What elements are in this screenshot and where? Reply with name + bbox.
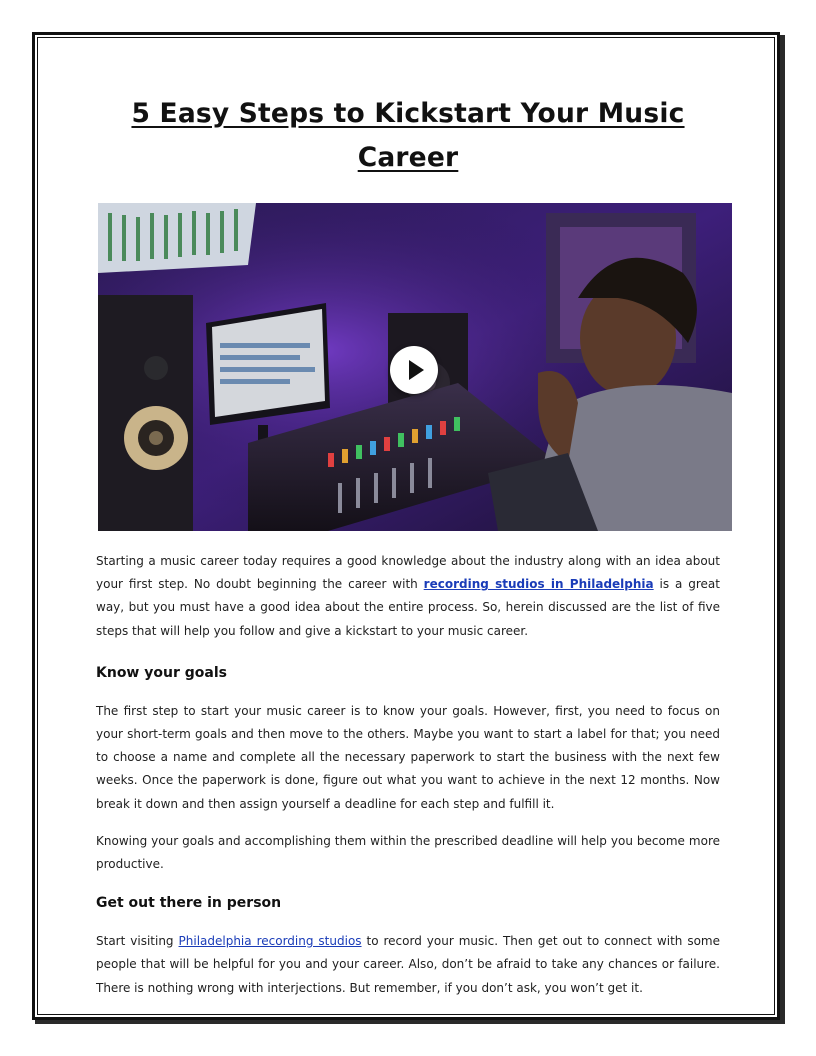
heading-get-out-there: Get out there in person (96, 895, 282, 912)
philadelphia-studios-link[interactable]: Philadelphia recording studios (178, 934, 362, 949)
hero-video[interactable] (98, 203, 732, 531)
goals-paragraph-2: Knowing your goals and accomplishing them within the prescribed deadline will help you become more productive. (96, 833, 720, 872)
intro-paragraph (96, 550, 720, 643)
person-text-end: to record your music. Then get out to connect with some people that will be helpful for you and your career. Also, don’t be afraid to take any chances or failure. There is nothing wrong with interjections. But remember, if you don’t ask, you won’t get it. (96, 934, 721, 995)
intro-text-end: is a great way, but you must have a good idea about the entire process. So, herein discussed are the list of five steps that will help you follow and give a kickstart to your music career. (96, 577, 720, 638)
goals-paragraph-1: The first step to start your music career is to know your goals. However, first, you need to focus on your short-term goals and then move to the others. Maybe you want to start a label for that; you need to choose a name and complete all the necessary paperwork to start the business with the next few weeks. Once the paperwork is done, figure out what you want to achieve in the next 12 months. Now break it down and then assign yourself a deadline for each step and fulfill it. (96, 703, 720, 811)
document-content (96, 92, 720, 1000)
recording-studios-link[interactable]: recording studios in Philadelphia (423, 577, 654, 592)
page-title: 5 Easy Steps to Kickstart Your Music Career (131, 98, 685, 173)
play-icon[interactable] (390, 346, 438, 394)
person-paragraph (96, 930, 720, 1000)
person-text-start: Start visiting (96, 934, 179, 949)
heading-know-your-goals: Know your goals (96, 664, 227, 681)
page-border-shadow-right (780, 35, 785, 1024)
intro-text-start: Starting a music career today requires a good knowledge about the industry along with an idea about your first step. No doubt beginning the career with (96, 554, 720, 592)
